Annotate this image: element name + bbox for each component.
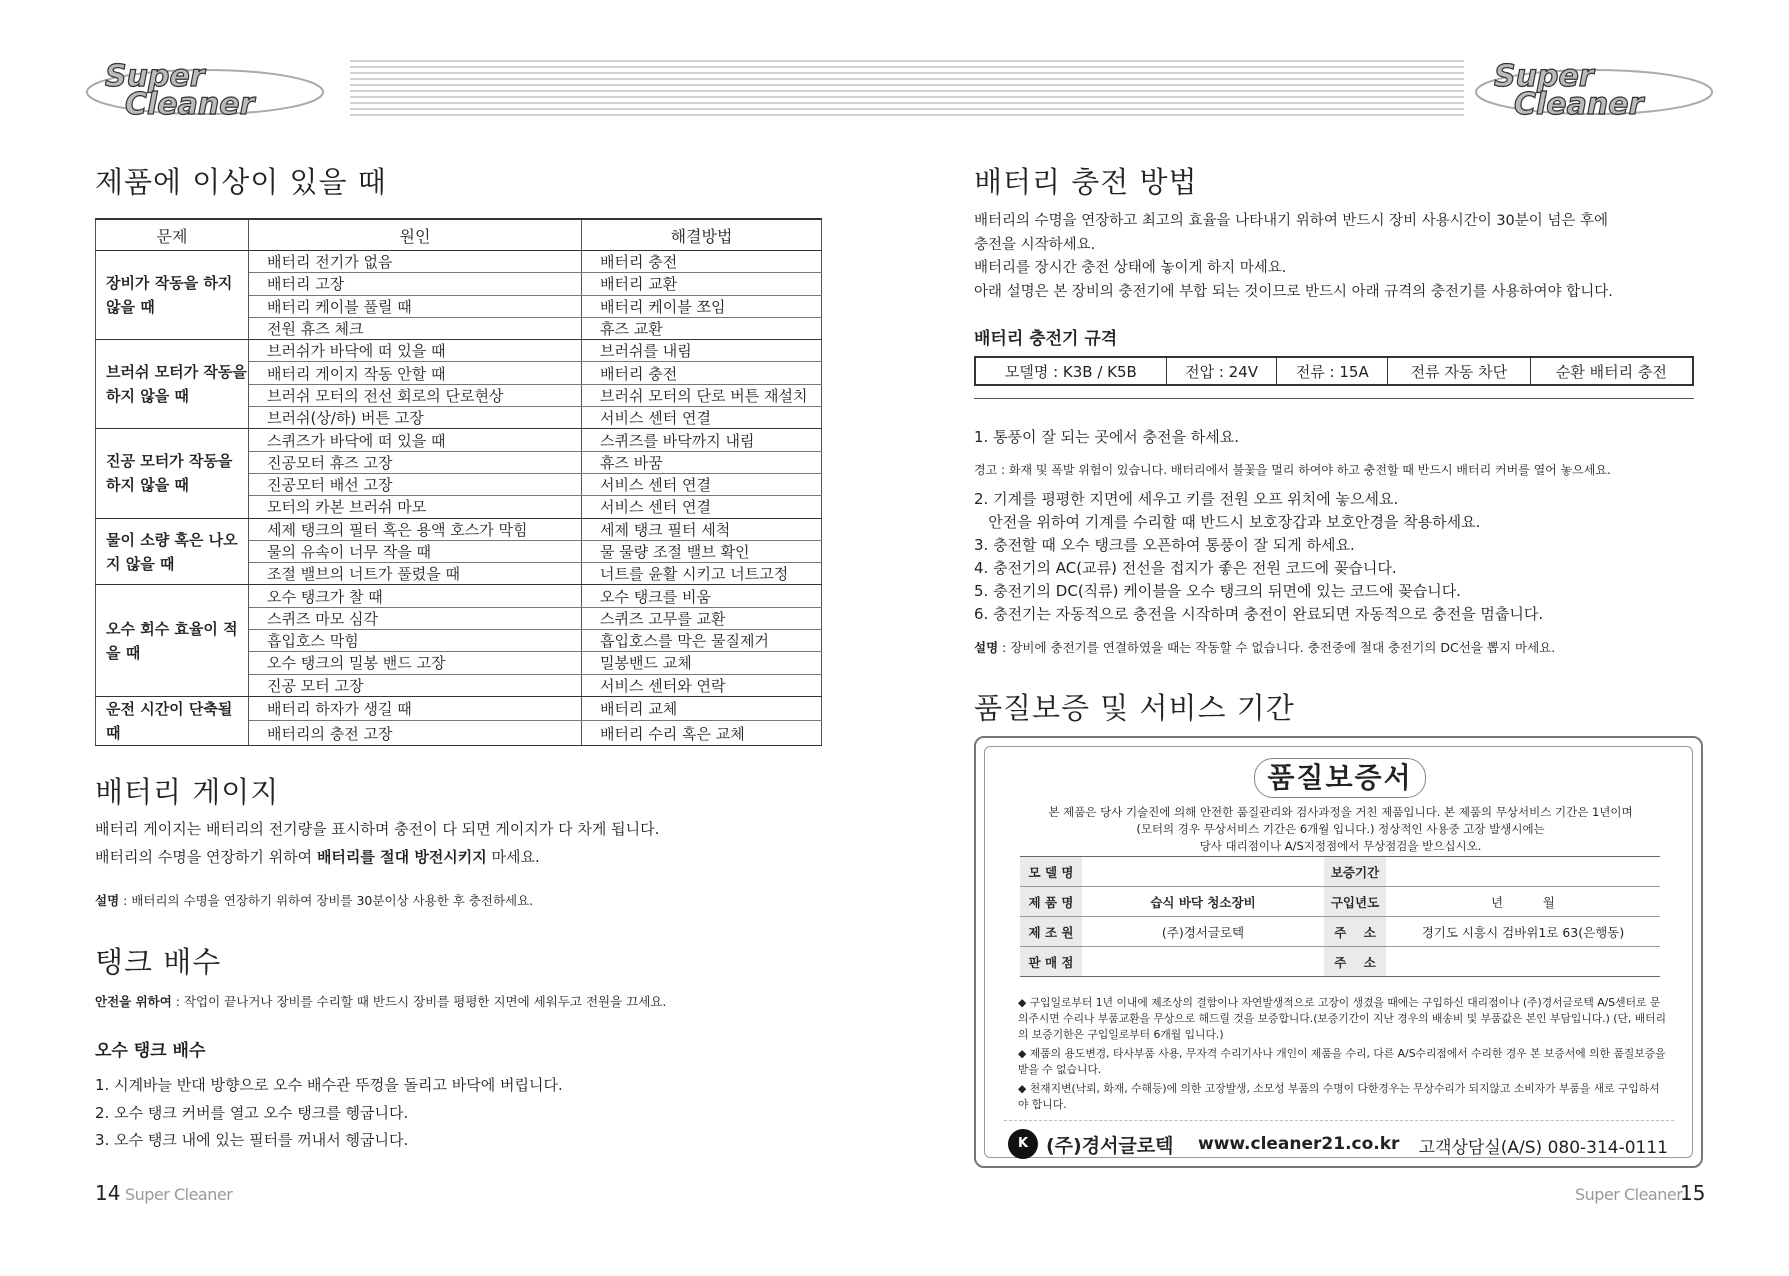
logo-text-line2: Cleaner [125,87,255,120]
table-row [1020,917,1660,947]
warranty-intro-line3: 당사 대리점이나 A/S지정점에서 무상점검을 받으십시오. [1199,839,1482,853]
gauge-line2 [95,845,540,869]
problem-cell: 운전 시간이 단축될 때 [96,696,249,745]
cause-cell: 진공모터 휴즈 고장 [249,451,582,473]
tank-steps-list [95,1072,563,1155]
label-product: 제 품 명 [1020,887,1082,917]
list-item: 3. 오수 탱크 내에 있는 필터를 꺼내서 헹굽니다. [95,1131,409,1149]
spec-current: 전류 : 15A [1277,357,1388,385]
trouble-group-4 [96,518,822,585]
super-cleaner-logo [85,58,325,120]
solution-cell: 배터리 충전 [582,251,822,273]
gauge-note-label: 설명 [95,893,120,908]
charge-intro-line4: 아래 설명은 본 장비의 충전기에 부합 되는 것이므로 반드시 아래 규격의 충전기를 사용하여야 합니다. [974,283,1613,300]
troubleshooting-table [95,218,822,746]
footer-label: Super Cleaner [125,1185,233,1204]
label-purchase-date: 구입년도 [1324,887,1386,917]
solution-cell: 서비스 센터와 연락 [582,674,822,696]
spec-auto-cutoff: 전류 자동 차단 [1388,357,1531,385]
cause-cell: 물의 유속이 너무 작을 때 [249,540,582,562]
gauge-title: 배터리 게이지 [95,775,280,809]
cause-cell: 모터의 카본 브러쉬 마모 [249,496,582,518]
warranty-intro [1006,804,1675,855]
value-purchase-date: 년 월 [1386,887,1660,917]
charge-warning: 경고 : 화재 및 폭발 위험이 있습니다. 배터리에서 불꽃을 멀리 하여야 하고 충전할 때 반드시 배터리 커버를 열어 놓으세요. [974,463,1611,477]
label-manufacturer: 제 조 원 [1020,917,1082,947]
cause-cell: 브러쉬 모터의 전선 회로의 단로현상 [249,384,582,406]
value-manufacturer: (주)경서글로텍 [1082,917,1324,947]
warranty-section-title: 품질보증 및 서비스 기간 [974,691,1295,725]
label-address: 주 소 [1324,917,1386,947]
footer-label: Super Cleaner [1575,1185,1683,1204]
list-item: ◆ 천재지변(낙뢰, 화재, 수해등)에 의한 고장발생, 소모성 부품의 수명이 다한경우는 무상수리가 되지않고 소비자가 부품을 새로 구입하셔야 합니다. [1018,1082,1660,1111]
solution-cell: 밀봉밴드 교체 [582,652,822,674]
solution-cell: 스퀴즈를 바닥까지 내림 [582,429,822,451]
company-url: www.cleaner21.co.kr [1198,1134,1400,1154]
list-item: 3. 충전할 때 오수 탱크를 오픈하여 통풍이 잘 되게 하세요. [974,536,1355,554]
charge-intro-line3: 배터리를 장시간 충전 상태에 놓이게 하지 마세요. [974,260,1287,276]
list-item: ◆ 제품의 용도변경, 타사부품 사용, 무자격 수리기사나 개인이 제품을 수리, 다른 A/S수리점에서 수리한 경우 본 보증서에 의한 품질보증을 받을 수 없습니다. [1018,1047,1666,1076]
solution-cell: 서비스 센터 연결 [582,496,822,518]
trouble-group-5 [96,585,822,696]
cause-cell: 배터리 전기가 없음 [249,251,582,273]
table-row [96,251,822,273]
charge-intro-line2: 충전을 시작하세요. [974,236,1096,253]
table-row [96,340,822,362]
trouble-group-3 [96,429,822,518]
cause-cell: 브러쉬가 바닥에 떠 있을 때 [249,340,582,362]
solution-cell: 세제 탱크 필터 세척 [582,518,822,540]
super-cleaner-logo [1474,58,1714,120]
trouble-group-2 [96,340,822,429]
spec-model: 모델명 : K3B / K5B [975,357,1166,385]
cause-cell: 스퀴즈 마모 심각 [249,607,582,629]
value-product: 습식 바닥 청소장비 [1082,887,1324,917]
label-model: 모 델 명 [1020,857,1082,887]
warranty-intro-line1: 본 제품은 당사 기술진에 의해 안전한 품질관리와 검사과정을 거친 제품입니다. 본 제품의 무상서비스 기간은 1년이며 [1048,805,1633,819]
logo-text-line1: Super [1494,59,1594,94]
cause-cell: 배터리 하자가 생길 때 [249,696,582,721]
value-dealer-address [1386,947,1660,977]
cause-cell: 배터리 케이블 풀릴 때 [249,295,582,317]
logo-text-line1: Super [105,59,205,94]
page-number: 14 [95,1181,121,1205]
list-item: 4. 충전기의 AC(교류) 전선을 접지가 좋은 전원 코드에 꽂습니다. [974,559,1397,577]
solution-cell: 브러쉬를 내림 [582,340,822,362]
solution-cell: 배터리 충전 [582,362,822,384]
label-dealer-address: 주 소 [1324,947,1386,977]
solution-cell: 물 물량 조절 밸브 확인 [582,540,822,562]
header-problem: 문제 [96,219,249,251]
label-warranty-period: 보증기간 [1324,857,1386,887]
header-stripes [350,60,894,116]
header-cause: 원인 [249,219,582,251]
list-item: 안전을 위하여 기계를 수리할 때 반드시 보호장갑과 보호안경을 착용하세요. [974,513,1481,531]
warranty-certificate [974,736,1703,1168]
value-model [1082,857,1324,887]
logo-text-line2: Cleaner [1514,87,1644,120]
company-logo-icon: K [1008,1129,1038,1159]
cause-cell: 배터리의 충전 고장 [249,721,582,746]
solution-cell: 흡입호스를 막은 물질제거 [582,630,822,652]
list-item: 2. 기계를 평평한 지면에 세우고 키를 전원 오프 위치에 놓으세요. [974,490,1399,508]
list-item: 5. 충전기의 DC(직류) 케이블을 오수 탱크의 뒤면에 있는 코드에 꽂습니다. [974,582,1461,600]
table-row [1020,887,1660,917]
spec-voltage: 전압 : 24V [1166,357,1277,385]
page-number: 15 [1680,1181,1706,1205]
header-stripes [894,60,1464,116]
tank-subtitle: 오수 탱크 배수 [95,1041,206,1061]
charge-steps-list [974,488,1543,626]
table-row [975,357,1693,385]
charge-step1: 1. 통풍이 잘 되는 곳에서 충전을 하세요. [974,428,1240,446]
warranty-intro-line2: (모터의 경우 무상서비스 기간은 6개월 입니다.) 정상적인 사용중 고장 발생시에는 [1136,822,1545,836]
solution-cell: 스퀴즈 고무를 교환 [582,607,822,629]
warranty-info-table [1020,856,1660,977]
solution-cell: 휴즈 바꿈 [582,451,822,473]
charger-spec-table [974,356,1694,386]
cause-cell: 진공모터 배선 고장 [249,473,582,495]
cause-cell: 진공 모터 고장 [249,674,582,696]
list-item: 6. 충전기는 자동적으로 충전을 시작하며 충전이 완료되면 자동적으로 충전을 멈춥니다. [974,605,1544,623]
problem-cell: 진공 모터가 작동을 하지 않을 때 [96,429,249,518]
label-dealer: 판 매 점 [1020,947,1082,977]
divider [974,398,1694,399]
cause-cell: 스퀴즈가 바닥에 떠 있을 때 [249,429,582,451]
solution-cell: 서비스 센터 연결 [582,473,822,495]
gauge-line2-post: 마세요. [486,848,540,866]
table-row [96,518,822,540]
table-row [96,585,822,607]
gauge-note [95,891,533,909]
warranty-title: 품질보증서 [1254,758,1426,798]
trouble-title: 제품에 이상이 있을 때 [95,165,387,199]
solution-cell: 배터리 수리 혹은 교체 [582,721,822,746]
cause-cell: 배터리 게이지 작동 안할 때 [249,362,582,384]
warranty-notes [1018,995,1668,1116]
customer-service: 고객상담실(A/S) 080-314-0111 [1418,1138,1668,1158]
spec-title: 배터리 충전기 규격 [974,329,1118,349]
cause-cell: 흡입호스 막힘 [249,630,582,652]
trouble-group-6 [96,696,822,745]
table-row [1020,857,1660,887]
problem-cell: 브러쉬 모터가 작동을 하지 않을 때 [96,340,249,429]
table-row [96,429,822,451]
cause-cell: 세제 탱크의 필터 혹은 용액 호스가 막힘 [249,518,582,540]
cause-cell: 조절 밸브의 너트가 풀렸을 때 [249,563,582,585]
solution-cell: 휴즈 교환 [582,317,822,339]
list-item: 2. 오수 탱크 커버를 열고 오수 탱크를 헹굽니다. [95,1103,409,1122]
problem-cell: 장비가 작동을 하지 않을 때 [96,251,249,340]
table-row [1020,947,1660,977]
charge-intro [974,210,1613,304]
gauge-line2-bold: 배터리를 절대 방전시키지 [316,848,487,866]
solution-cell: 브러쉬 모터의 단로 버튼 재설치 [582,384,822,406]
charge-note [974,638,1555,656]
solution-cell: 너트를 윤활 시키고 너트고정 [582,563,822,585]
solution-cell: 서비스 센터 연결 [582,407,822,429]
value-dealer [1082,947,1324,977]
value-address: 경기도 시흥시 검바위1로 63(은행동) [1386,917,1660,947]
charge-intro-line1: 배터리의 수명을 연장하고 최고의 효율을 나타내기 위하여 반드시 장비 사용시간이 30분이 넘은 후에 [974,213,1609,229]
table-row [96,696,822,721]
gauge-line1: 배터리 게이지는 배터리의 전기량을 표시하며 충전이 다 되면 게이지가 다 차게 됩니다. [95,820,660,838]
value-warranty-period [1386,857,1660,887]
tank-safety-text: : 작업이 끝나거나 장비를 수리할 때 반드시 장비를 평평한 지면에 세워두고 전원을 끄세요. [171,994,667,1009]
gauge-note-text: : 배터리의 수명을 연장하기 위하여 장비를 30분이상 사용한 후 충전하세요. [119,893,534,908]
problem-cell: 오수 회수 효율이 적을 때 [96,585,249,696]
cause-cell: 배터리 고장 [249,273,582,295]
list-item: ◆ 구입일로부터 1년 이내에 제조상의 결함이나 자연발생적으로 고장이 생겼을 때에는 구입하신 대리점이나 (주)경서글로텍 A/S센터로 문의주시면 수리나 부품교환을 무상으로 해드릴 것을 보증합니다.(보증기간이 지난 경우의 배송비 및 부품값은 본인 부담입니다.) (단, 배터리의 보증기한은 구입일로부터 6개월 입니다.) [1018,996,1667,1041]
charge-note-label: 설명 [974,640,999,655]
charge-note-text: : 장비에 충전기를 연결하였을 때는 작동할 수 없습니다. 충전중에 절대 충전기의 DC선을 뽑지 마세요. [998,640,1556,655]
tank-safety-label: 안전을 위하여 [95,994,172,1009]
cause-cell: 전원 휴즈 체크 [249,317,582,339]
header-solution: 해결방법 [582,219,822,251]
left-page [0,0,894,1276]
list-item: 1. 시계바늘 반대 방향으로 오수 배수관 뚜껑을 돌리고 바닥에 버립니다. [95,1076,563,1094]
tank-title: 탱크 배수 [95,945,222,979]
cause-cell: 오수 탱크의 밀봉 밴드 고장 [249,652,582,674]
cause-cell: 오수 탱크가 찰 때 [249,585,582,607]
solution-cell: 배터리 교환 [582,273,822,295]
trouble-group-1 [96,251,822,340]
gauge-line2-pre: 배터리의 수명을 연장하기 위하여 [95,848,317,866]
company-name: (주)경서글로텍 [1046,1135,1174,1157]
cause-cell: 브러쉬(상/하) 버튼 고장 [249,407,582,429]
solution-cell: 배터리 케이블 쪼임 [582,295,822,317]
table-header-row [96,219,822,251]
solution-cell: 배터리 교체 [582,696,822,721]
charge-title: 배터리 충전 방법 [974,165,1198,199]
tank-safety-note [95,992,666,1010]
problem-cell: 물이 소량 혹은 나오지 않을 때 [96,518,249,585]
solution-cell: 오수 탱크를 비움 [582,585,822,607]
warranty-footer [1004,1120,1674,1158]
spec-cycle-charge: 순환 배터리 충전 [1530,357,1693,385]
